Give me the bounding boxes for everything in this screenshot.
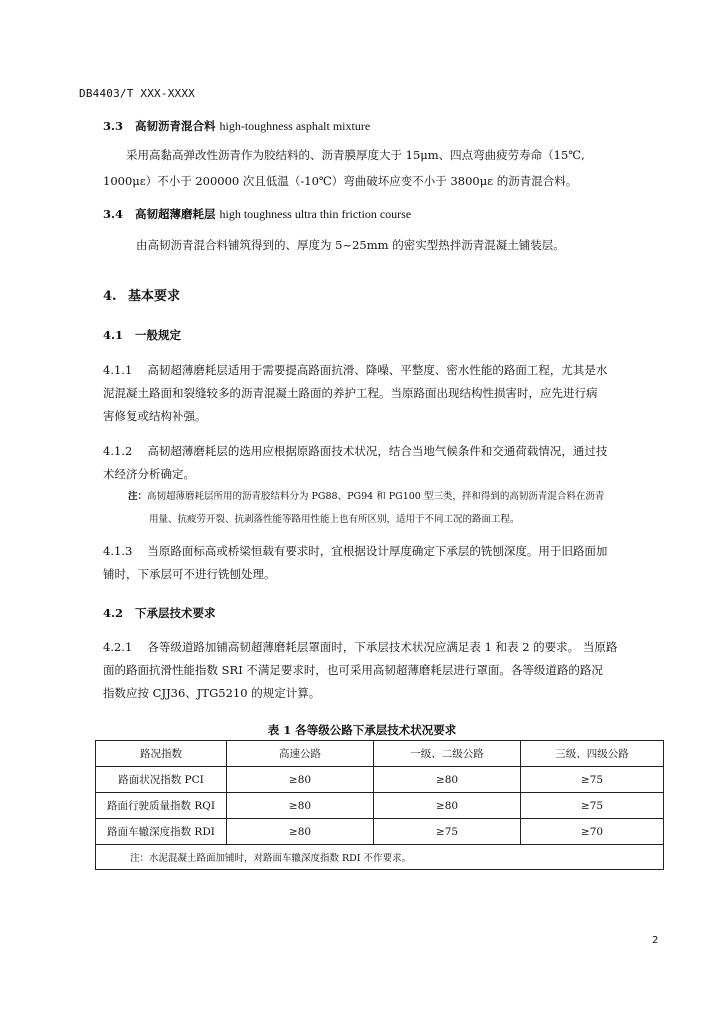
table-note: 注：水泥混凝土路面加铺时，对路面车辙深度指数 RDI 不作要求。 (96, 845, 664, 870)
document-id: DB4403/T XXX-XXXX (79, 87, 195, 100)
section-title-en: high-toughness asphalt mixture (219, 119, 371, 133)
paragraph-line: 泥混凝土路面和裂缝较多的沥青混凝土路面的养护工程。当原路面出现结构性损害时，应先进行病 (103, 386, 598, 400)
paragraph-line: 4.2.1 各等级道路加铺高韧超薄磨耗层罩面时，下承层技术状况应满足表 1 和表 2 的要求。 当原路 (103, 640, 618, 654)
paragraph-line: 4.1.2 高韧超薄磨耗层的选用应根据原路面技术状况，结合当地气候条件和交通荷载情况，通过技 (103, 444, 608, 458)
table-row (96, 767, 664, 793)
table-cell: 路面行驶质量指数 RQI (96, 793, 227, 819)
paragraph-line: 害修复或结构补强。 (103, 409, 207, 423)
note-label: 注： (128, 491, 148, 502)
section-3-3-heading (103, 118, 370, 134)
section-4-2-heading (103, 605, 216, 621)
paragraph-line: 4.1.1 高韧超薄磨耗层适用于需要提高路面抗滑、降噪、平整度、密水性能的路面工程，尤其是水 (103, 363, 608, 377)
paragraph-line: 面的路面抗滑性能指数 SRI 不满足要求时，也可采用高韧超薄磨耗层进行罩面。各等级道路的路况 (103, 663, 603, 677)
paragraph-line: 采用高黏高弹改性沥青作为胶结料的、沥青膜厚度大于 15μm、四点弯曲疲劳寿命（15℃, (126, 148, 585, 162)
chapter-number: 4. (103, 289, 117, 304)
table-header: 高速公路 (227, 741, 374, 767)
table-note-row (96, 845, 664, 870)
paragraph-line: 由高韧沥青混合料铺筑得到的、厚度为 5~25mm 的密实型热拌沥青混凝土铺装层。 (136, 238, 565, 252)
table-cell: ≥80 (227, 793, 374, 819)
section-title: 下承层技术要求 (135, 606, 216, 620)
table-header: 路况指数 (96, 741, 227, 767)
road-condition-table (95, 740, 664, 870)
note-line: 高韧超薄磨耗层所用的沥青胶结料分为 PG88、PG94 和 PG100 型三类，拌和得到的高韧沥青混合料在沥青 (147, 491, 605, 502)
table-cell: ≥75 (374, 819, 521, 845)
table-header: 三级、四级公路 (521, 741, 664, 767)
note (128, 488, 604, 502)
table-cell: ≥75 (521, 767, 664, 793)
section-4-1-heading (103, 327, 181, 343)
section-title: 一般规定 (135, 328, 181, 342)
table-cell: ≥80 (374, 793, 521, 819)
paragraph-line: 术经济分析确定。 (103, 467, 195, 481)
section-title: 高韧沥青混合料 (135, 119, 216, 133)
page-number: 2 (652, 935, 659, 946)
table-caption: 表 1 各等级公路下承层技术状况要求 (267, 723, 457, 737)
table-row (96, 793, 664, 819)
table-cell: ≥75 (521, 793, 664, 819)
paragraph-line: 指数应按 CJJ36、JTG5210 的规定计算。 (103, 686, 321, 700)
table-header-row (96, 741, 664, 767)
paragraph-line: 铺时，下承层可不进行铣刨处理。 (103, 567, 276, 581)
table-cell: ≥80 (227, 767, 374, 793)
section-number: 3.3 (103, 119, 124, 133)
table-cell: ≥80 (374, 767, 521, 793)
chapter-4-heading (103, 285, 180, 304)
section-title-en: high toughness ultra thin friction course (219, 207, 412, 221)
table-row (96, 819, 664, 845)
paragraph-line: 4.1.3 当原路面标高或桥梁恒载有要求时，宜根据设计厚度确定下承层的铣刨深度。用于旧路面加 (103, 544, 608, 558)
table-cell: ≥80 (227, 819, 374, 845)
section-number: 4.1 (103, 328, 124, 342)
table-cell: 路面车辙深度指数 RDI (96, 819, 227, 845)
note-line: 用量、抗疲劳开裂、抗剥落性能等路用性能上也有所区别，适用于不同工况的路面工程。 (149, 514, 520, 525)
table-cell: ≥70 (521, 819, 664, 845)
section-number: 4.2 (103, 606, 124, 620)
chapter-title: 基本要求 (128, 289, 181, 304)
section-title: 高韧超薄磨耗层 (135, 207, 216, 221)
table-header: 一级、二级公路 (374, 741, 521, 767)
section-3-4-heading (103, 206, 411, 222)
section-number: 3.4 (103, 207, 124, 221)
paragraph-line: 1000με）不小于 200000 次且低温（-10℃）弯曲破坏应变不小于 3800με 的沥青混合料。 (103, 174, 578, 188)
table-cell: 路面状况指数 PCI (96, 767, 227, 793)
